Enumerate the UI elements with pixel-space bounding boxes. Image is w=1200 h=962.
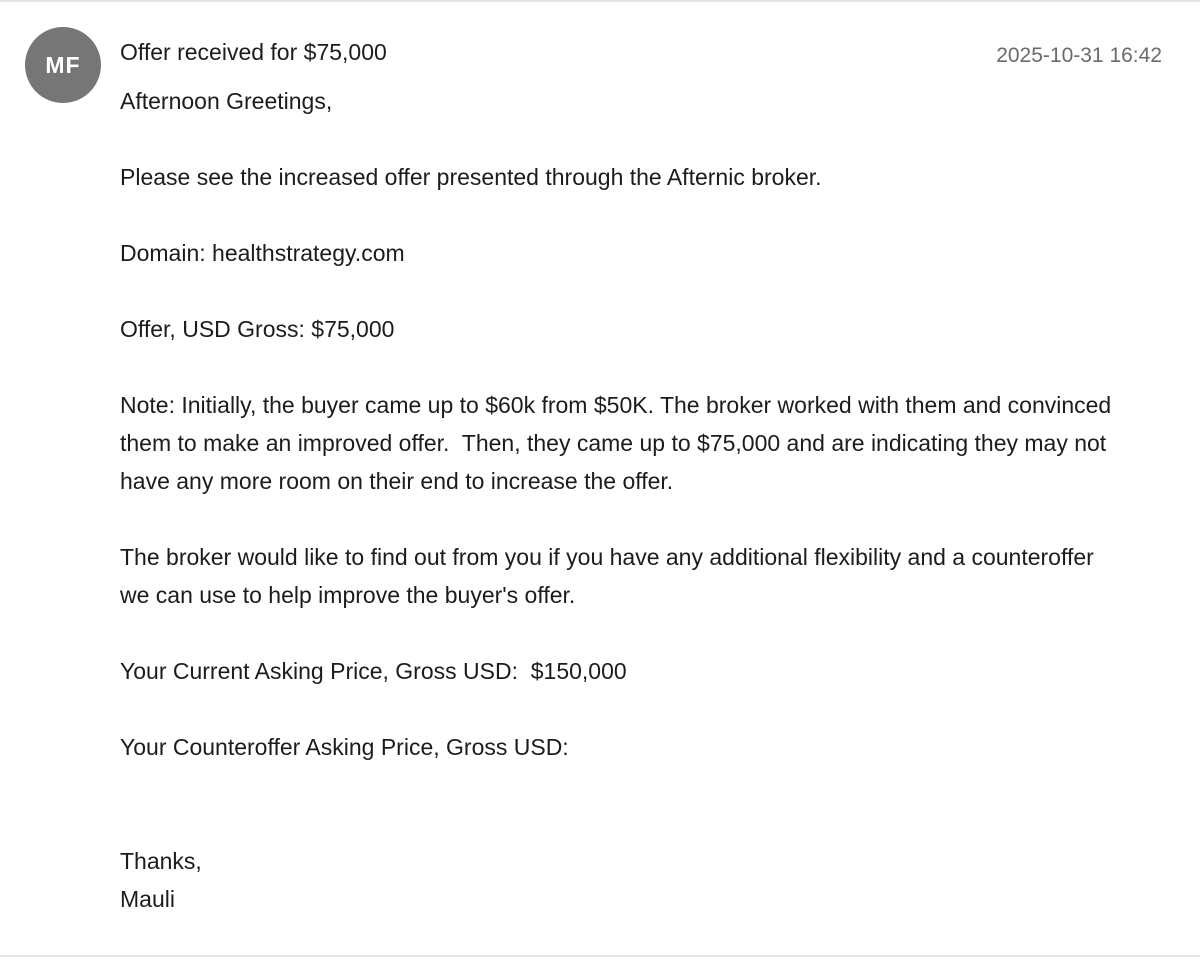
intro-paragraph: Please see the increased offer presented through the Afternic broker.: [120, 164, 822, 190]
domain-line: Domain: healthstrategy.com: [120, 240, 405, 266]
closing: Thanks,: [120, 848, 202, 874]
greeting: Afternoon Greetings,: [120, 88, 333, 114]
current-asking-line: Your Current Asking Price, Gross USD: $150,000: [120, 658, 627, 684]
request-paragraph: The broker would like to find out from you if you have any additional flexibility and a counteroffer we can use to help improve the buyer's offer.: [120, 544, 1101, 608]
counteroffer-asking-line: Your Counteroffer Asking Price, Gross USD:: [120, 734, 569, 760]
signoff: [120, 842, 1120, 918]
email-timestamp: 2025-10-31 16:42: [996, 44, 1162, 67]
email-subject: Offer received for $75,000: [120, 39, 387, 65]
bottom-divider: [0, 955, 1200, 957]
sender-initials: MF: [45, 51, 81, 78]
email-body: [120, 82, 1120, 918]
sender-avatar[interactable]: [25, 27, 101, 103]
offer-line: Offer, USD Gross: $75,000: [120, 316, 395, 342]
signature: Mauli: [120, 886, 175, 912]
note-paragraph: Note: Initially, the buyer came up to $60k from $50K. The broker worked with them and convinced them to make an improved offer. Then, they came up to $75,000 and are indicating they may not have any more room on their end to increase the offer.: [120, 392, 1118, 494]
